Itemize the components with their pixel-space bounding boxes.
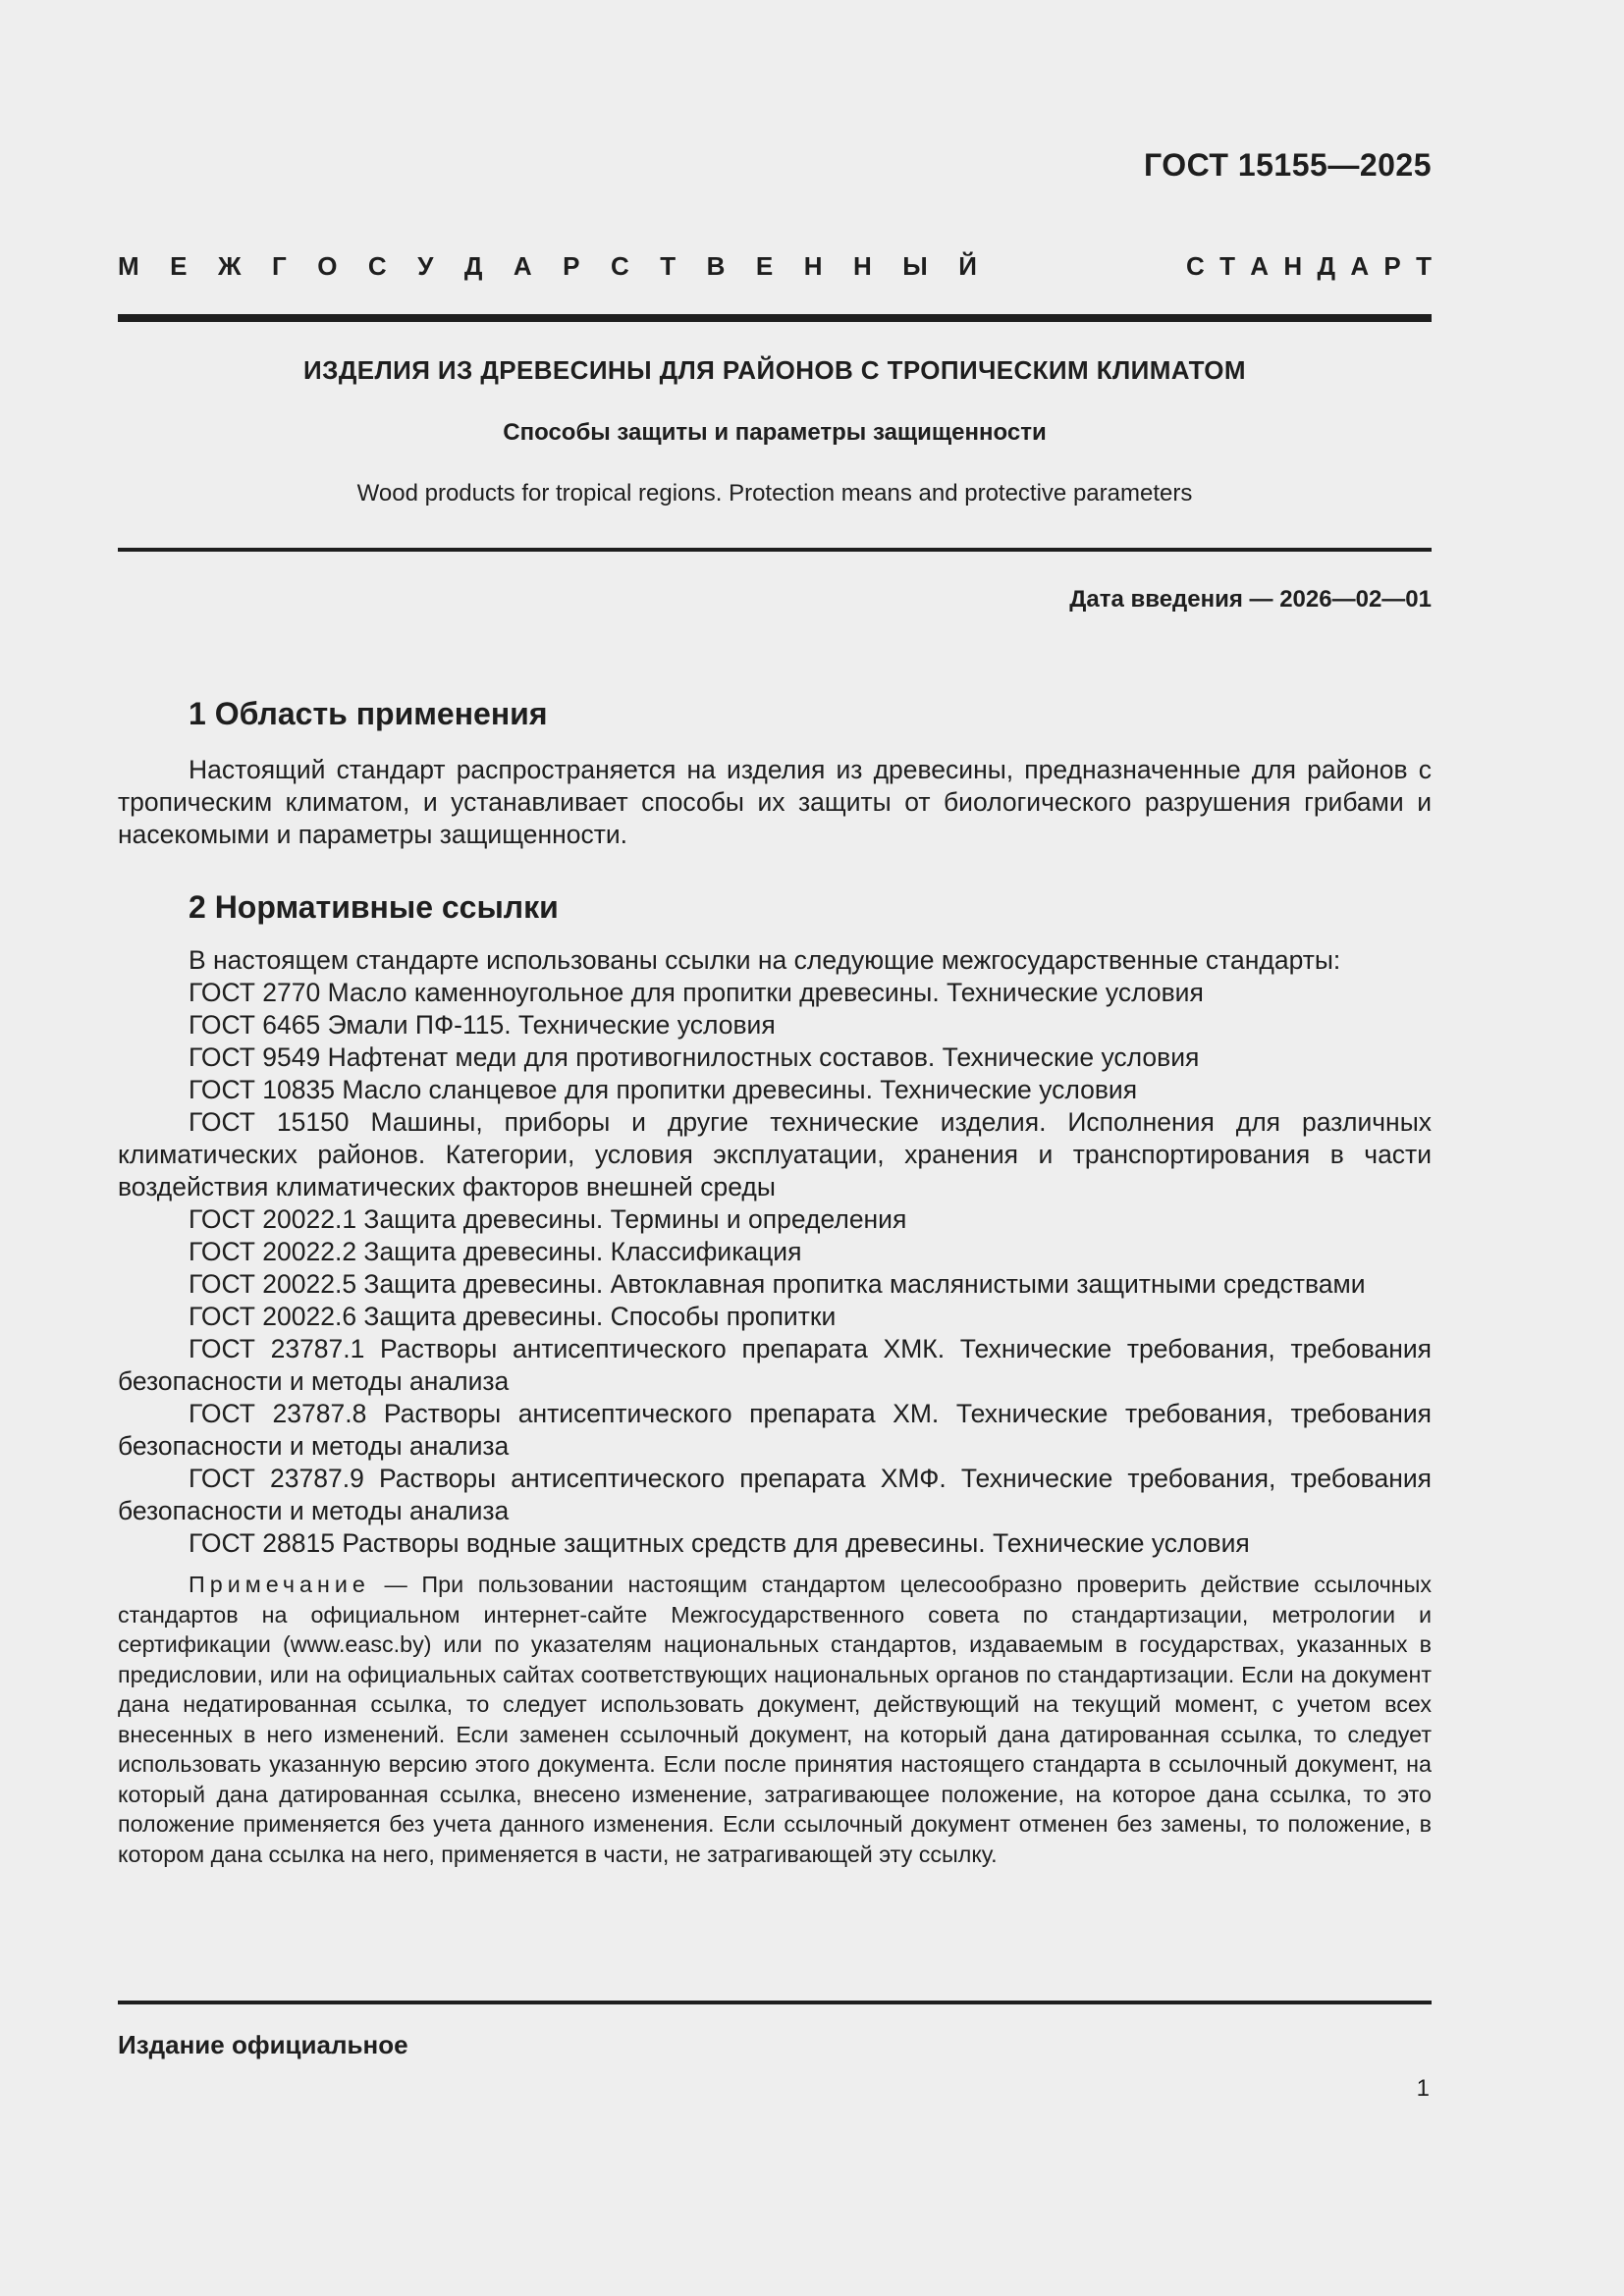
reference-item: ГОСТ 10835 Масло сланцевое для пропитки древесины. Технические условия bbox=[189, 1075, 1138, 1104]
letter: Е bbox=[755, 251, 774, 281]
standard-type-word-2 bbox=[1186, 251, 1432, 282]
letter: Т bbox=[660, 251, 677, 281]
letter: Н bbox=[803, 251, 823, 281]
letter: Р bbox=[563, 251, 580, 281]
letter: С bbox=[367, 251, 387, 281]
letter: Ж bbox=[217, 251, 242, 281]
letter: Т bbox=[1416, 251, 1432, 281]
reference-item: ГОСТ 15150 Машины, приборы и другие технические изделия. Исполнения для различных климатических районов. Категории, условия эксплуатации, хранения и транспортирования в части воздействия климатических факторов внешней среды bbox=[118, 1107, 1432, 1201]
official-edition-label: Издание официальное bbox=[118, 2030, 408, 2059]
letter: Н bbox=[852, 251, 872, 281]
document-subtitle: Способы защиты и параметры защищенности bbox=[503, 419, 1047, 446]
letter: А bbox=[513, 251, 532, 281]
letter: А bbox=[1350, 251, 1370, 281]
reference-item: ГОСТ 23787.9 Растворы антисептического препарата ХМФ. Технические требования, требования безопасности и методы анализа bbox=[118, 1464, 1432, 1525]
letter: О bbox=[317, 251, 338, 281]
letter: Й bbox=[958, 251, 977, 281]
letter: Т bbox=[1219, 251, 1235, 281]
date-of-introduction: Дата введения — 2026—02—01 bbox=[1069, 586, 1432, 613]
standard-type-heading bbox=[118, 251, 1432, 282]
references-intro: В настоящем стандарте использованы ссылки на следующие межгосударственные стандарты: bbox=[189, 945, 1341, 975]
document-title: ИЗДЕЛИЯ ИЗ ДРЕВЕСИНЫ ДЛЯ РАЙОНОВ С ТРОПИЧЕСКИМ КЛИМАТОМ bbox=[303, 355, 1246, 385]
reference-item: ГОСТ 20022.2 Защита древесины. Классификация bbox=[189, 1237, 802, 1266]
letter: Д bbox=[463, 251, 483, 281]
references-note bbox=[118, 1570, 1432, 1869]
reference-item: ГОСТ 20022.6 Защита древесины. Способы пропитки bbox=[189, 1302, 837, 1331]
document-code: ГОСТ 15155—2025 bbox=[1143, 147, 1432, 183]
letter: Е bbox=[170, 251, 188, 281]
letter: С bbox=[1186, 251, 1205, 281]
reference-item: ГОСТ 9549 Нафтенат меди для противогнилостных составов. Технические условия bbox=[189, 1042, 1200, 1072]
footer-rule bbox=[118, 2001, 1432, 2004]
reference-item: ГОСТ 28815 Растворы водные защитных средств для древесины. Технические условия bbox=[189, 1528, 1250, 1558]
document-body bbox=[118, 692, 1432, 1869]
letter: А bbox=[1250, 251, 1270, 281]
reference-item: ГОСТ 20022.1 Защита древесины. Термины и определения bbox=[189, 1204, 907, 1234]
letter: Г bbox=[271, 251, 287, 281]
english-title: Wood products for tropical regions. Protection means and protective parameters bbox=[356, 480, 1193, 507]
page-number: 1 bbox=[1416, 2075, 1430, 2102]
section-1-title: 1 Область применения bbox=[189, 696, 548, 731]
letter: В bbox=[706, 251, 726, 281]
reference-item: ГОСТ 2770 Масло каменноугольное для пропитки древесины. Технические условия bbox=[189, 978, 1204, 1007]
letter: Ы bbox=[902, 251, 928, 281]
letter: Д bbox=[1317, 251, 1336, 281]
normative-references bbox=[118, 944, 1432, 1560]
note-label: Примечание bbox=[189, 1572, 370, 1597]
reference-item: ГОСТ 20022.5 Защита древесины. Автоклавная пропитка маслянистыми защитными средствами bbox=[189, 1269, 1366, 1299]
reference-item: ГОСТ 23787.8 Растворы антисептического препарата ХМ. Технические требования, требования безопасности и методы анализа bbox=[118, 1399, 1432, 1461]
section-2-title: 2 Нормативные ссылки bbox=[189, 889, 559, 925]
letter: Р bbox=[1383, 251, 1401, 281]
letter: Н bbox=[1283, 251, 1303, 281]
letter: С bbox=[610, 251, 629, 281]
title-rule bbox=[118, 548, 1432, 552]
section-1-text: Настоящий стандарт распространяется на изделия из древесины, предназначенные для районов с тропическим климатом, и устанавливает способы их защиты от биологического разрушения грибами и насекомыми и параметры защищенности. bbox=[118, 755, 1432, 849]
reference-item: ГОСТ 23787.1 Растворы антисептического препарата ХМК. Технические требования, требования безопасности и методы анализа bbox=[118, 1334, 1432, 1396]
header-rule bbox=[118, 314, 1432, 322]
letter: У bbox=[417, 251, 434, 281]
reference-item: ГОСТ 6465 Эмали ПФ-115. Технические условия bbox=[189, 1010, 776, 1040]
note-text: — При пользовании настоящим стандартом целесообразно проверить действие ссылочных стандартов на официальном интернет-сайте Межгосударственного совета по стандартизации, метрологии и сертификации (www.easc.by) или по указателям национальных стандартов, издаваемым в государствах, указанных в предисловии, или на официальных сайтах соответствующих национальных органов по стандартизации. Если на документ дана недатированная ссылка, то следует использовать документ, действующий на текущий момент, с учетом всех внесенных в него изменений. Если заменен ссылочный документ, на который дана датированная ссылка, то следует использовать указанную версию этого документа. Если после принятия настоящего стандарта в ссылочный документ, на который дана датированная ссылка, внесено изменение, затрагивающее положение, на которое дана ссылка, то это положение применяется без учета данного изменения. Если ссылочный документ отменен без замены, то положение, в котором дана ссылка на него, применяется в части, не затрагивающей эту ссылку. bbox=[118, 1572, 1432, 1867]
standard-type-word-1 bbox=[118, 251, 977, 282]
letter: М bbox=[118, 251, 139, 281]
